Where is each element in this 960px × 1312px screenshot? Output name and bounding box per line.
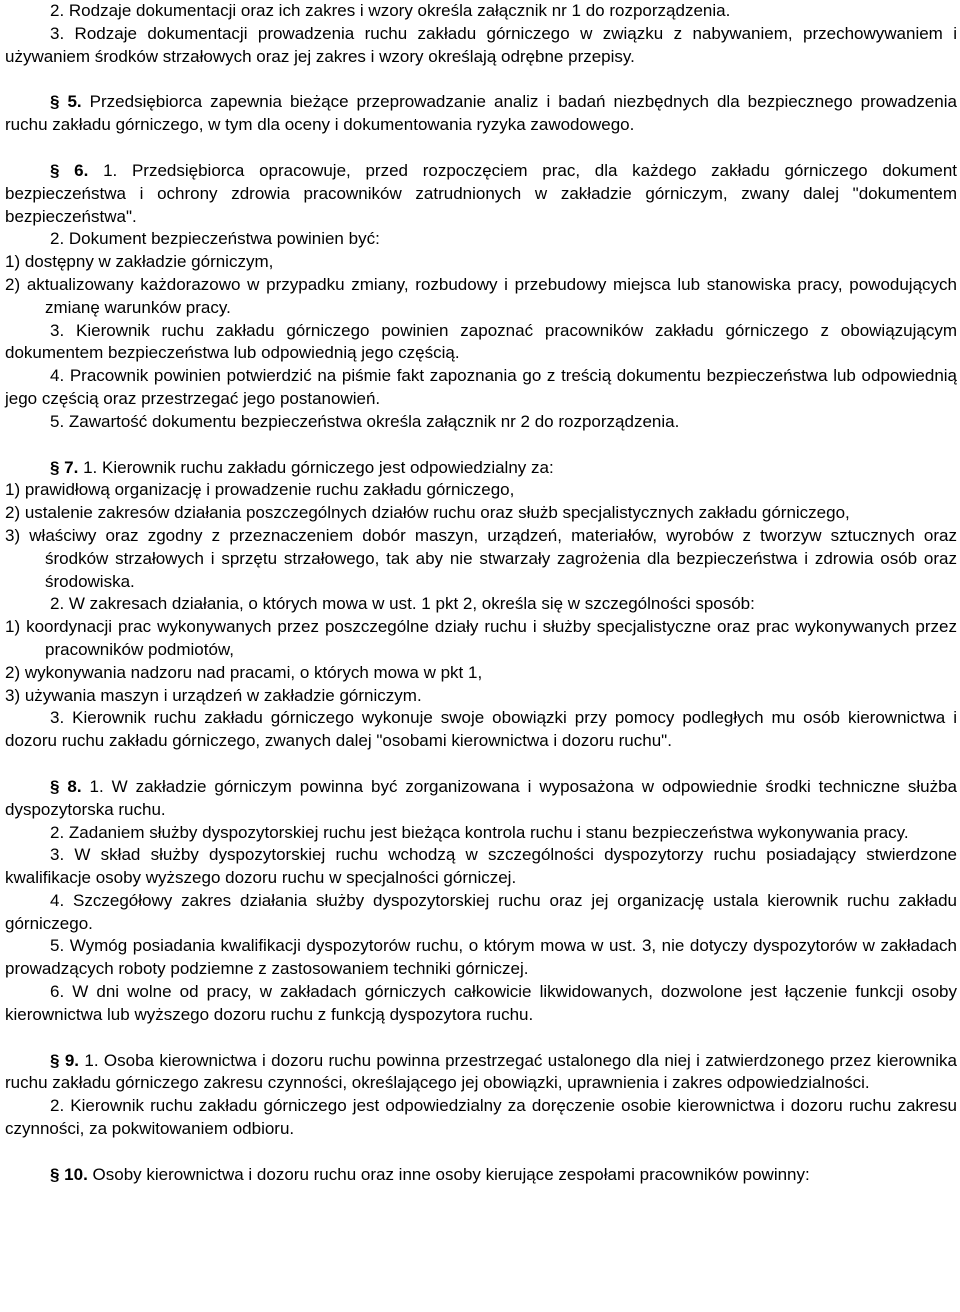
- intro-paragraph-3: 3. Rodzaje dokumentacji prowadzenia ruchu zakładu górniczego w związku z nabywaniem, przechowywaniem i używaniem środków strzałowych oraz jej zakres i wzory określają odrębne przepisy.: [5, 23, 957, 66]
- section-5-text: Przedsiębiorca zapewnia bieżące przeprowadzanie analiz i badań niezbędnych dla bezpiecznego prowadzenia ruchu zakładu górniczego, w tym dla oceny i dokumentowania ryzyka zawodowego.: [5, 92, 957, 135]
- section-8-paragraph-5: 5. Wymóg posiadania kwalifikacji dyspozytorów ruchu, o którym mowa w ust. 3, nie dotyczy dyspozytorów w zakładach prowadzących roboty podziemne z zastosowaniem techniki górniczej.: [5, 936, 957, 979]
- document-page: [5, 0, 957, 1187]
- section-6-paragraph-1: [5, 160, 957, 228]
- section-8-paragraph-4: 4. Szczegółowy zakres działania służby dyspozytorskiej ruchu oraz jej organizację ustala kierownik ruchu zakładu górniczego.: [5, 890, 957, 933]
- section-7-p1-text: 1. Kierownik ruchu zakładu górniczego jest odpowiedzialny za:: [83, 457, 554, 477]
- section-7-paragraph-1: [5, 457, 957, 480]
- section-8-p1-text: 1. W zakładzie górniczym powinna być zorganizowana i wyposażona w odpowiednie środki techniczne służba dyspozytorska ruchu.: [5, 776, 957, 819]
- section-9-paragraph-1: [5, 1050, 957, 1096]
- section-10-text: Osoby kierownictwa i dozoru ruchu oraz inne osoby kierujące zespołami pracowników powinny:: [92, 1164, 810, 1184]
- list-item: 2) wykonywania nadzoru nad pracami, o których mowa w pkt 1,: [5, 662, 483, 682]
- section-6-paragraph-5: 5. Zawartość dokumentu bezpieczeństwa określa załącznik nr 2 do rozporządzenia.: [50, 411, 680, 431]
- section-6-paragraph-4: 4. Pracownik powinien potwierdzić na piśmie fakt zapoznania go z treścią dokumentu bezpieczeństwa lub odpowiednią jego częścią oraz przestrzegać jego postanowień.: [5, 366, 957, 408]
- list-item: 2) aktualizowany każdorazowo w przypadku zmiany, rozbudowy i przebudowy miejsca lub stanowiska pracy, powodujących zmianę warunków pracy.: [5, 274, 957, 317]
- section-5: [5, 91, 957, 137]
- section-8-paragraph-6: 6. W dni wolne od pracy, w zakładach górniczych całkowicie likwidowanych, dozwolone jest łączenie funkcji osoby kierownictwa lub wyższego dozoru ruchu z funkcją dyspozytora ruchu.: [5, 982, 957, 1024]
- list-item: 1) prawidłową organizację i prowadzenie ruchu zakładu górniczego,: [5, 480, 515, 500]
- section-10: [5, 1164, 957, 1187]
- list-item: 1) koordynacji prac wykonywanych przez poszczególne działy ruchu i służby specjalistyczne oraz prac wykonywanych przez pracowników podmiotów,: [5, 617, 957, 659]
- section-6-paragraph-2: 2. Dokument bezpieczeństwa powinien być:: [50, 229, 380, 249]
- list-item: 2) ustalenie zakresów działania poszczególnych działów ruchu oraz służb specjalistycznych zakładu górniczego,: [5, 503, 850, 523]
- section-10-heading: § 10.: [50, 1164, 88, 1184]
- list-item: 3) właściwy oraz zgodny z przeznaczeniem dobór maszyn, urządzeń, materiałów, wyrobów z tworzyw sztucznych oraz środków strzałowych i sprzętu strzałowego, tak aby nie stwarzały zagrożenia dla bezpieczeństwa i zdrowia osób oraz środowiska.: [5, 525, 957, 591]
- section-6-p1-text: 1. Przedsiębiorca opracowuje, przed rozpoczęciem prac, dla każdego zakładu górniczego dokument bezpieczeństwa i ochrony zdrowia pracowników zatrudnionych w zakładzie górniczym, zwany dalej "dokumentem bezpieczeństwa".: [5, 160, 957, 226]
- section-7-paragraph-2: 2. W zakresach działania, o których mowa w ust. 1 pkt 2, określa się w szczególności sposób:: [50, 594, 755, 614]
- section-8-paragraph-2: 2. Zadaniem służby dyspozytorskiej ruchu jest bieżąca kontrola ruchu i stanu bezpieczeństwa wykonywania pracy.: [50, 822, 909, 842]
- section-9-p1-text: 1. Osoba kierownictwa i dozoru ruchu powinna przestrzegać ustalonego dla niej i zatwierdzonego przez kierownika ruchu zakładu górniczego zakresu czynności, określającego jej obowiązki, uprawnienia i zakres odpowiedzialności.: [5, 1050, 957, 1093]
- list-item: 3) używania maszyn i urządzeń w zakładzie górniczym.: [5, 685, 422, 705]
- section-6-heading: § 6.: [50, 160, 89, 180]
- section-5-heading: § 5.: [50, 92, 82, 112]
- section-6-paragraph-3: 3. Kierownik ruchu zakładu górniczego powinien zapoznać pracowników zakładu górniczego z obowiązującym dokumentem bezpieczeństwa lub odpowiednią jego częścią.: [5, 320, 957, 363]
- section-8-heading: § 8.: [50, 776, 82, 796]
- intro-paragraph-2: 2. Rodzaje dokumentacji oraz ich zakres i wzory określa załącznik nr 1 do rozporządzenia.: [50, 1, 731, 20]
- section-8-paragraph-3: 3. W skład służby dyspozytorskiej ruchu wchodzą w szczególności dyspozytorzy ruchu posiadający stwierdzone kwalifikacje osoby wyższego dozoru ruchu w specjalności górniczej.: [5, 845, 957, 888]
- section-8-paragraph-1: [5, 776, 957, 822]
- list-item: 1) dostępny w zakładzie górniczym,: [5, 252, 274, 272]
- section-7-paragraph-3: 3. Kierownik ruchu zakładu górniczego wykonuje swoje obowiązki przy pomocy podległych mu osób kierownictwa i dozoru ruchu zakładu górniczego, zwanych dalej "osobami kierownictwa i dozoru ruchu".: [5, 708, 957, 751]
- section-9-heading: § 9.: [50, 1050, 79, 1070]
- section-9-paragraph-2: 2. Kierownik ruchu zakładu górniczego jest odpowiedzialny za doręczenie osobie kierownictwa i dozoru ruchu zakresu czynności, za pokwitowaniem odbioru.: [5, 1096, 957, 1139]
- section-7-heading: § 7.: [50, 457, 79, 477]
